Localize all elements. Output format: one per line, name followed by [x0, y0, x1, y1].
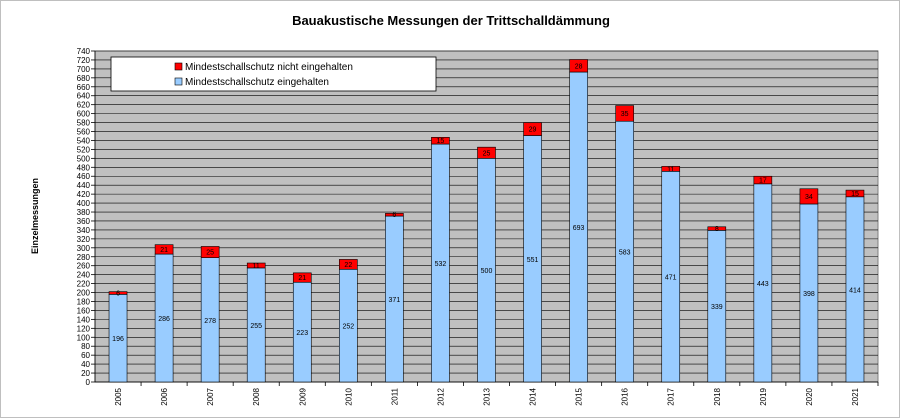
y-tick-label: 420 [76, 190, 90, 200]
y-tick-label: 380 [76, 208, 90, 218]
data-label-nicht-eingehalten: 29 [528, 126, 537, 134]
y-tick-label: 40 [81, 360, 90, 370]
data-label-eingehalten: 286 [158, 316, 170, 324]
y-tick-label: 240 [76, 270, 90, 280]
y-tick-label: 120 [76, 324, 90, 334]
y-tick-label: 580 [76, 118, 90, 128]
y-tick-label: 560 [76, 127, 90, 137]
data-label-nicht-eingehalten: 11 [667, 166, 675, 174]
x-tick-label: 2007 [206, 388, 216, 406]
y-tick-label: 80 [81, 342, 90, 352]
data-label-nicht-eingehalten: 11 [252, 262, 260, 270]
chart-svg [1, 1, 900, 419]
y-tick-label: 680 [76, 73, 90, 83]
y-tick-label: 280 [76, 252, 90, 262]
y-tick-label: 720 [76, 55, 90, 65]
x-tick-label: 2006 [160, 388, 170, 406]
x-tick-label: 2010 [344, 388, 354, 406]
data-label-nicht-eingehalten: 34 [805, 193, 813, 201]
y-tick-label: 140 [76, 315, 90, 325]
x-tick-label: 2014 [528, 388, 538, 406]
data-label-eingehalten: 252 [342, 323, 355, 331]
x-tick-label: 2013 [482, 388, 492, 406]
y-tick-label: 20 [81, 369, 90, 379]
y-axis-label: Einzelmessungen [30, 177, 40, 255]
data-label-nicht-eingehalten: 25 [206, 249, 215, 257]
legend-swatch [175, 78, 182, 85]
data-label-eingehalten: 443 [757, 280, 769, 288]
data-label-eingehalten: 371 [388, 297, 401, 305]
y-tick-label: 440 [76, 181, 90, 191]
data-label-nicht-eingehalten: 25 [482, 150, 491, 158]
y-tick-label: 300 [76, 243, 90, 253]
data-label-eingehalten: 339 [710, 304, 723, 312]
x-tick-label: 2017 [666, 388, 676, 406]
chart-title: Bauakustische Messungen der Trittschalldämmung [292, 13, 610, 28]
x-tick-label: 2009 [298, 388, 308, 406]
y-tick-label: 660 [76, 82, 90, 92]
y-tick-label: 700 [76, 64, 90, 74]
data-label-nicht-eingehalten: 21 [298, 275, 307, 283]
x-tick-label: 2018 [712, 388, 722, 406]
data-label-eingehalten: 398 [803, 290, 815, 298]
data-label-eingehalten: 500 [480, 268, 493, 276]
y-tick-label: 480 [76, 163, 90, 173]
x-tick-label: 2015 [574, 388, 584, 406]
data-label-nicht-eingehalten: 15 [851, 190, 859, 198]
data-label-eingehalten: 255 [250, 322, 263, 330]
y-tick-label: 180 [76, 297, 90, 307]
y-tick-label: 0 [85, 378, 90, 387]
data-label-nicht-eingehalten: 8 [714, 226, 719, 234]
data-label-nicht-eingehalten: 6 [116, 290, 120, 298]
y-tick-label: 160 [76, 306, 90, 316]
data-label-eingehalten: 583 [618, 249, 631, 257]
legend-swatch [175, 63, 182, 70]
data-label-nicht-eingehalten: 17 [758, 177, 767, 185]
y-tick-label: 600 [76, 109, 90, 119]
data-label-eingehalten: 693 [572, 225, 585, 233]
x-tick-label: 2005 [114, 388, 124, 406]
y-tick-label: 360 [76, 216, 90, 226]
x-tick-label: 2008 [252, 388, 262, 406]
data-label-eingehalten: 223 [296, 330, 309, 338]
data-label-nicht-eingehalten: 21 [160, 246, 168, 254]
y-tick-label: 260 [76, 261, 90, 271]
y-tick-label: 520 [76, 145, 90, 155]
data-label-eingehalten: 414 [849, 287, 861, 295]
y-tick-label: 640 [76, 91, 90, 101]
y-tick-label: 100 [76, 333, 90, 343]
y-tick-label: 220 [76, 279, 90, 289]
data-label-eingehalten: 278 [204, 317, 216, 325]
y-tick-label: 200 [76, 288, 90, 298]
data-label-eingehalten: 471 [664, 274, 677, 282]
y-tick-label: 460 [76, 172, 90, 182]
data-label-nicht-eingehalten: 15 [436, 138, 445, 146]
y-tick-label: 620 [76, 100, 90, 110]
data-label-nicht-eingehalten: 22 [344, 261, 353, 269]
y-tick-label: 500 [76, 154, 90, 164]
x-tick-label: 2021 [850, 388, 860, 406]
x-tick-label: 2011 [390, 388, 400, 406]
data-label-eingehalten: 196 [112, 336, 124, 344]
legend-label: Mindestschallschutz eingehalten [185, 77, 329, 88]
y-tick-label: 540 [76, 136, 90, 146]
x-tick-label: 2020 [804, 388, 814, 406]
data-label-eingehalten: 551 [526, 256, 539, 264]
legend-label: Mindestschallschutz nicht eingehalten [185, 62, 353, 73]
data-label-eingehalten: 532 [434, 261, 447, 269]
data-label-nicht-eingehalten: 28 [574, 63, 583, 71]
y-tick-label: 740 [76, 47, 90, 56]
y-tick-label: 400 [76, 199, 90, 209]
x-tick-label: 2019 [758, 388, 768, 406]
data-label-nicht-eingehalten: 35 [620, 110, 629, 118]
y-tick-label: 320 [76, 234, 90, 244]
data-label-nicht-eingehalten: 6 [392, 212, 397, 220]
x-tick-label: 2012 [436, 388, 446, 406]
y-tick-label: 340 [76, 225, 90, 235]
y-tick-label: 60 [81, 351, 90, 361]
x-tick-label: 2016 [620, 388, 630, 406]
